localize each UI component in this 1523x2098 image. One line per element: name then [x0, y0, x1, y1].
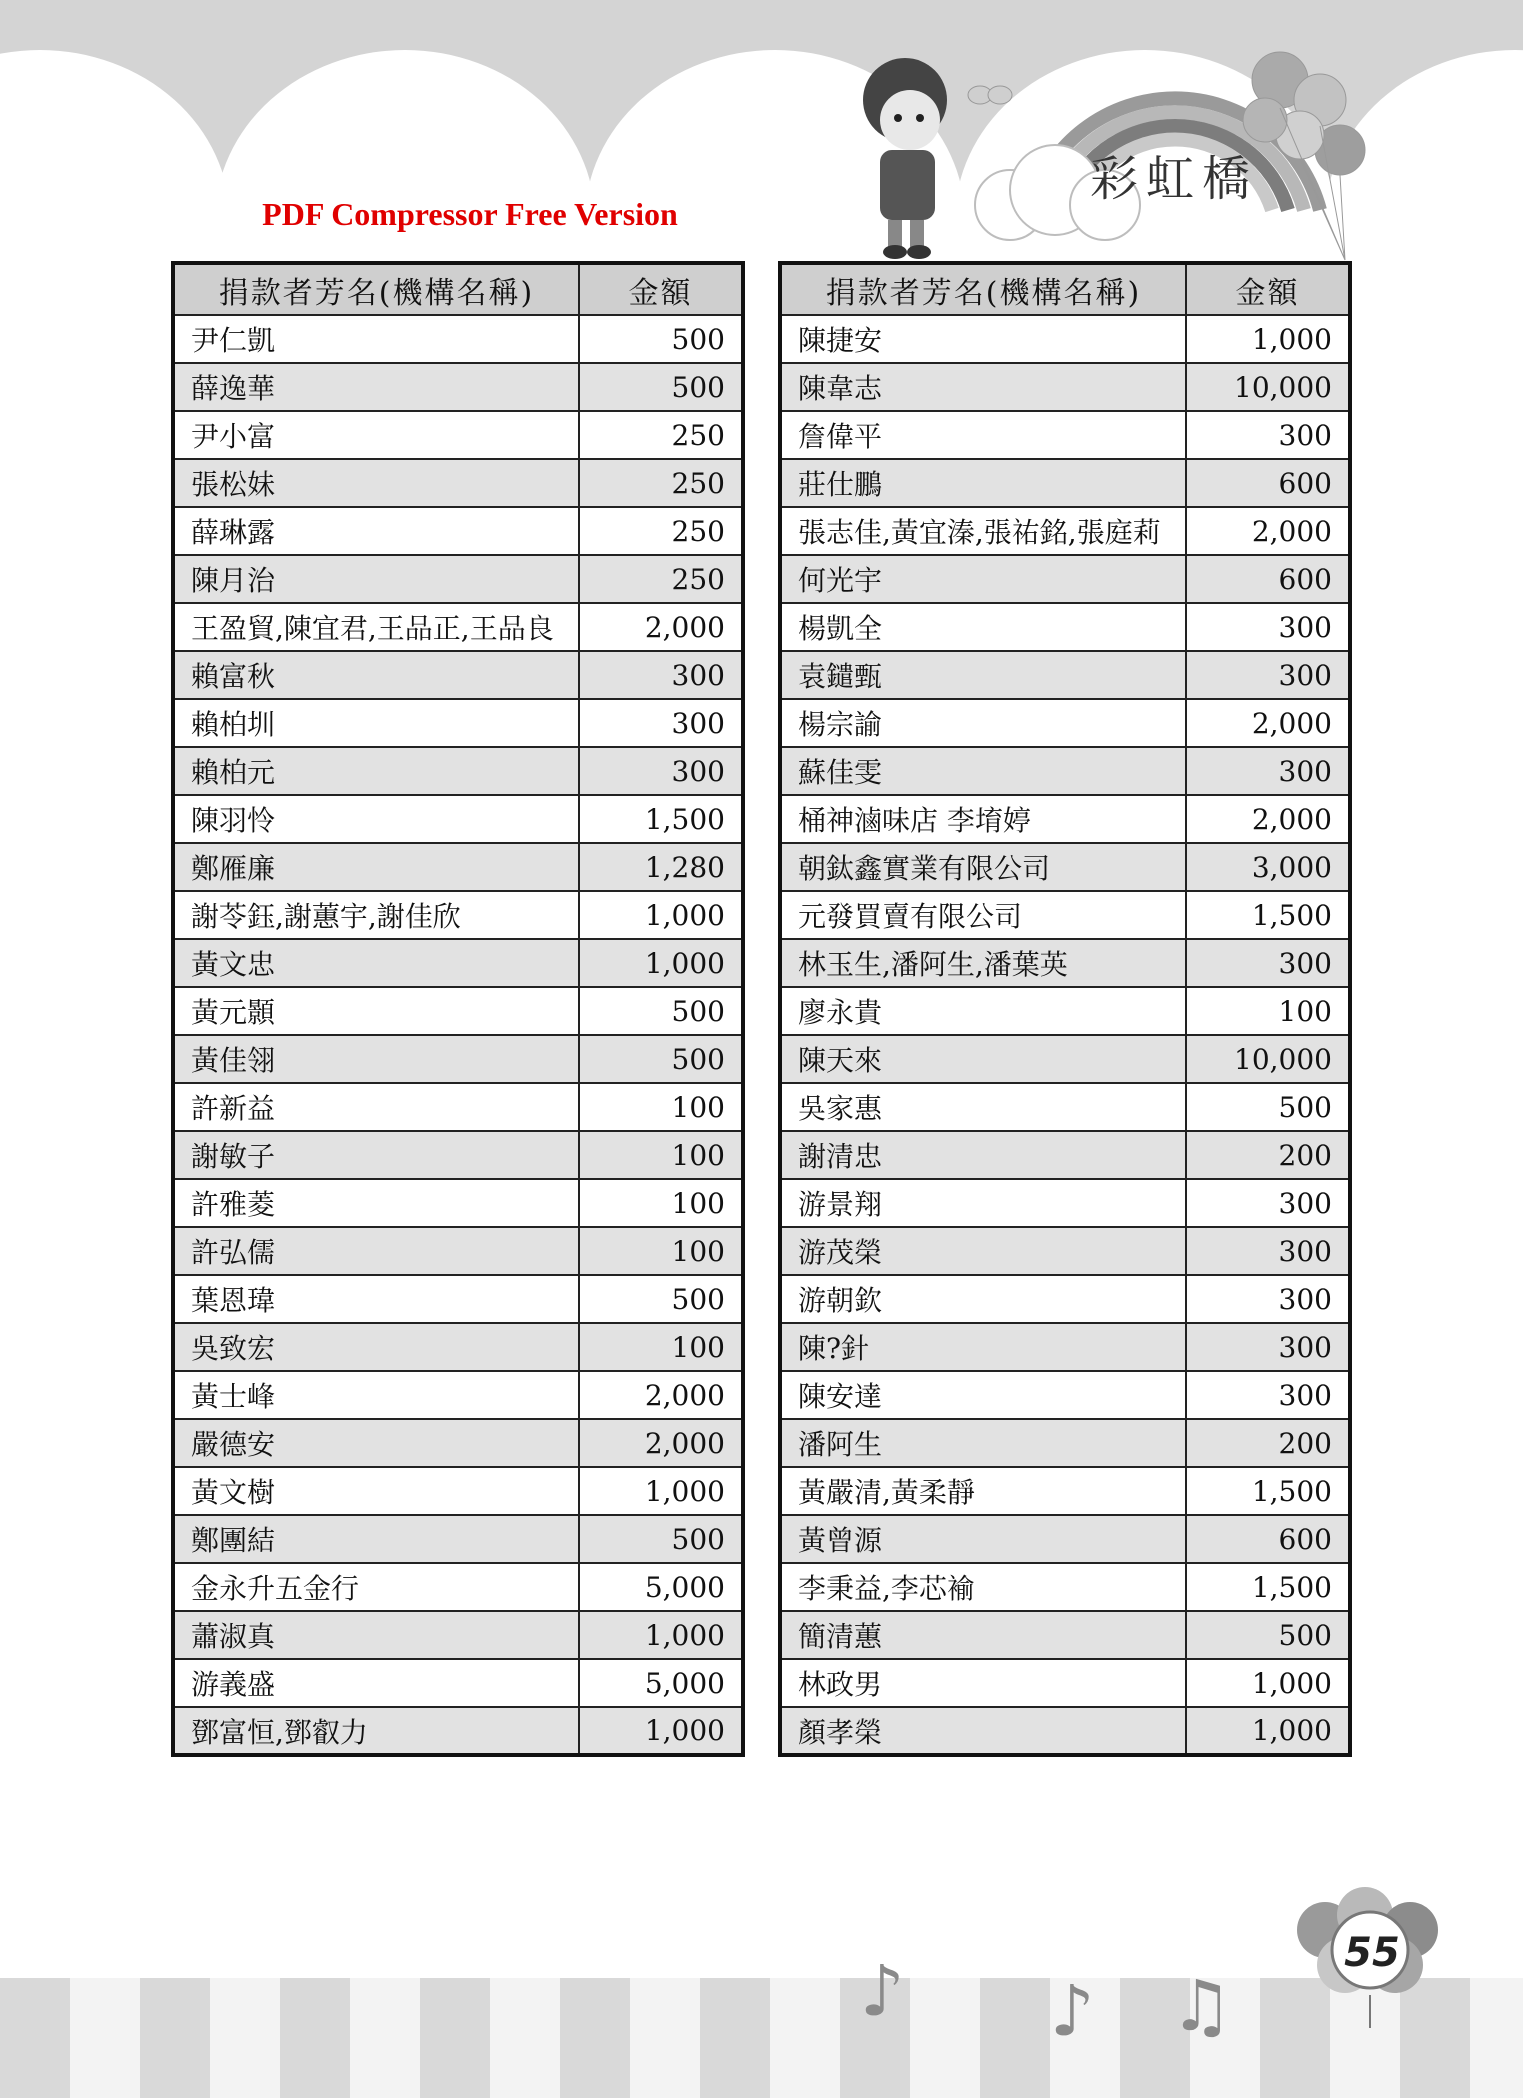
donor-name-cell: 黃文樹	[173, 1467, 579, 1515]
donor-name-cell: 黃文忠	[173, 939, 579, 987]
donor-name-cell: 謝清忠	[780, 1131, 1186, 1179]
donation-amount-cell: 1,000	[1186, 1707, 1350, 1755]
donor-name-cell: 張志佳,黃宜溱,張祐銘,張庭莉	[780, 507, 1186, 555]
donor-name-cell: 何光宇	[780, 555, 1186, 603]
donor-name-cell: 蘇佳雯	[780, 747, 1186, 795]
donation-amount-cell: 300	[579, 699, 743, 747]
donor-table-right	[778, 261, 1352, 1757]
donation-amount-cell: 500	[579, 363, 743, 411]
table-row	[173, 1467, 743, 1515]
donor-name-cell: 許弘儒	[173, 1227, 579, 1275]
donor-name-cell: 黃曾源	[780, 1515, 1186, 1563]
donation-amount-cell: 300	[1186, 1179, 1350, 1227]
donation-amount-cell: 100	[579, 1227, 743, 1275]
donor-name-cell: 廖永貴	[780, 987, 1186, 1035]
table-row	[173, 411, 743, 459]
table-row	[173, 1563, 743, 1611]
donation-amount-cell: 1,000	[579, 1467, 743, 1515]
donation-amount-cell: 250	[579, 507, 743, 555]
table-row	[780, 411, 1350, 459]
donation-amount-cell: 100	[579, 1323, 743, 1371]
donor-name-cell: 林玉生,潘阿生,潘葉英	[780, 939, 1186, 987]
donor-name-cell: 陳天來	[780, 1035, 1186, 1083]
donation-amount-cell: 3,000	[1186, 843, 1350, 891]
table-row	[780, 1611, 1350, 1659]
donor-name-cell: 黃嚴清,黃柔靜	[780, 1467, 1186, 1515]
table-row	[780, 1419, 1350, 1467]
donor-table-right-body	[780, 315, 1350, 1755]
table-row	[780, 1179, 1350, 1227]
donation-amount-cell: 2,000	[1186, 507, 1350, 555]
table-row	[780, 363, 1350, 411]
column-header-name: 捐款者芳名(機構名稱)	[173, 263, 579, 315]
donor-name-cell: 王盈貿,陳宜君,王品正,王品良	[173, 603, 579, 651]
donor-name-cell: 楊宗諭	[780, 699, 1186, 747]
table-row	[173, 1323, 743, 1371]
donation-amount-cell: 2,000	[579, 603, 743, 651]
table-row	[780, 1371, 1350, 1419]
donation-amount-cell: 1,500	[1186, 891, 1350, 939]
donor-name-cell: 陳月治	[173, 555, 579, 603]
table-row	[173, 1371, 743, 1419]
donor-table-left-body	[173, 315, 743, 1755]
donation-amount-cell: 1,500	[579, 795, 743, 843]
donation-amount-cell: 1,000	[1186, 1659, 1350, 1707]
donation-amount-cell: 1,500	[1186, 1563, 1350, 1611]
donor-name-cell: 金永升五金行	[173, 1563, 579, 1611]
donor-name-cell: 吳致宏	[173, 1323, 579, 1371]
table-row	[780, 507, 1350, 555]
donor-name-cell: 朝鈦鑫實業有限公司	[780, 843, 1186, 891]
table-row	[780, 1083, 1350, 1131]
donor-name-cell: 吳家惠	[780, 1083, 1186, 1131]
donor-name-cell: 陳羽怜	[173, 795, 579, 843]
donation-amount-cell: 5,000	[579, 1659, 743, 1707]
donor-table-left	[171, 261, 745, 1757]
donor-name-cell: 游義盛	[173, 1659, 579, 1707]
table-row	[173, 795, 743, 843]
table-row	[780, 1035, 1350, 1083]
donation-amount-cell: 300	[1186, 603, 1350, 651]
donation-amount-cell: 100	[1186, 987, 1350, 1035]
donor-name-cell: 賴柏圳	[173, 699, 579, 747]
donor-name-cell: 賴富秋	[173, 651, 579, 699]
table-row	[173, 891, 743, 939]
donor-name-cell: 簡清蕙	[780, 1611, 1186, 1659]
donation-amount-cell: 1,000	[579, 1707, 743, 1755]
donor-name-cell: 陳韋志	[780, 363, 1186, 411]
table-row	[780, 1131, 1350, 1179]
donation-amount-cell: 250	[579, 459, 743, 507]
table-row	[780, 795, 1350, 843]
donation-amount-cell: 10,000	[1186, 1035, 1350, 1083]
donor-name-cell: 游景翔	[780, 1179, 1186, 1227]
donation-amount-cell: 500	[579, 1275, 743, 1323]
table-row	[173, 843, 743, 891]
table-row	[173, 507, 743, 555]
donation-amount-cell: 600	[1186, 459, 1350, 507]
table-row	[173, 1515, 743, 1563]
butterfly-icon	[968, 86, 1012, 104]
donation-amount-cell: 300	[1186, 651, 1350, 699]
donation-amount-cell: 300	[579, 747, 743, 795]
donation-amount-cell: 250	[579, 555, 743, 603]
donation-amount-cell: 500	[1186, 1611, 1350, 1659]
table-row	[780, 843, 1350, 891]
column-header-amount: 金額	[1186, 263, 1350, 315]
donor-name-cell: 黃士峰	[173, 1371, 579, 1419]
donation-amount-cell: 1,000	[579, 1611, 743, 1659]
donor-name-cell: 林政男	[780, 1659, 1186, 1707]
table-row	[173, 459, 743, 507]
table-row	[173, 1035, 743, 1083]
table-row	[780, 555, 1350, 603]
donor-name-cell: 詹偉平	[780, 411, 1186, 459]
donation-amount-cell: 2,000	[1186, 795, 1350, 843]
table-row	[173, 363, 743, 411]
donation-amount-cell: 5,000	[579, 1563, 743, 1611]
table-row	[780, 1467, 1350, 1515]
donor-name-cell: 鄭團結	[173, 1515, 579, 1563]
table-row	[173, 747, 743, 795]
donation-amount-cell: 300	[1186, 747, 1350, 795]
table-row	[173, 1419, 743, 1467]
page-number: 55	[1344, 1930, 1400, 1976]
table-row	[173, 603, 743, 651]
donor-name-cell: 許雅菱	[173, 1179, 579, 1227]
table-row	[780, 1275, 1350, 1323]
donor-name-cell: 黃元顥	[173, 987, 579, 1035]
table-row	[173, 1227, 743, 1275]
table-row	[780, 1323, 1350, 1371]
donation-amount-cell: 1,500	[1186, 1467, 1350, 1515]
donation-amount-cell: 2,000	[579, 1371, 743, 1419]
table-row	[173, 1275, 743, 1323]
table-row	[780, 1227, 1350, 1275]
table-row	[780, 315, 1350, 363]
donor-name-cell: 蕭淑真	[173, 1611, 579, 1659]
donor-name-cell: 桶神滷味店 李堉婷	[780, 795, 1186, 843]
donation-amount-cell: 10,000	[1186, 363, 1350, 411]
donation-amount-cell: 300	[1186, 1371, 1350, 1419]
table-row	[173, 1179, 743, 1227]
donation-amount-cell: 300	[579, 651, 743, 699]
table-row	[173, 555, 743, 603]
table-row	[173, 315, 743, 363]
donor-name-cell: 尹仁凱	[173, 315, 579, 363]
donation-amount-cell: 100	[579, 1083, 743, 1131]
donation-amount-cell: 300	[1186, 1323, 1350, 1371]
music-note-icon: ♪	[860, 1950, 905, 2032]
music-note-icon: ♪	[1050, 1970, 1095, 2052]
table-row	[173, 1611, 743, 1659]
donor-name-cell: 黃佳翎	[173, 1035, 579, 1083]
donor-name-cell: 莊仕鵬	[780, 459, 1186, 507]
donation-amount-cell: 1,000	[579, 891, 743, 939]
table-row	[780, 1515, 1350, 1563]
table-row	[173, 1659, 743, 1707]
donor-name-cell: 顏孝榮	[780, 1707, 1186, 1755]
donor-name-cell: 薛琳露	[173, 507, 579, 555]
donor-name-cell: 謝敏子	[173, 1131, 579, 1179]
donor-name-cell: 陳捷安	[780, 315, 1186, 363]
donation-amount-cell: 1,000	[1186, 315, 1350, 363]
donation-amount-cell: 600	[1186, 555, 1350, 603]
donor-name-cell: 袁鑓甄	[780, 651, 1186, 699]
table-row	[173, 987, 743, 1035]
table-row	[780, 1563, 1350, 1611]
column-header-amount: 金額	[579, 263, 743, 315]
table-row	[780, 939, 1350, 987]
donation-amount-cell: 100	[579, 1131, 743, 1179]
donation-amount-cell: 500	[579, 1035, 743, 1083]
donor-name-cell: 許新益	[173, 1083, 579, 1131]
donor-name-cell: 嚴德安	[173, 1419, 579, 1467]
table-row	[780, 987, 1350, 1035]
table-row	[780, 891, 1350, 939]
donor-name-cell: 葉恩瑋	[173, 1275, 579, 1323]
donor-name-cell: 賴柏元	[173, 747, 579, 795]
table-row	[173, 1131, 743, 1179]
donation-amount-cell: 200	[1186, 1419, 1350, 1467]
donor-name-cell: 薛逸華	[173, 363, 579, 411]
donor-name-cell: 楊凱全	[780, 603, 1186, 651]
donation-amount-cell: 100	[579, 1179, 743, 1227]
donor-name-cell: 李秉益,李芯褕	[780, 1563, 1186, 1611]
donor-name-cell: 潘阿生	[780, 1419, 1186, 1467]
donation-amount-cell: 300	[1186, 411, 1350, 459]
table-row	[780, 747, 1350, 795]
donation-amount-cell: 200	[1186, 1131, 1350, 1179]
donation-amount-cell: 2,000	[579, 1419, 743, 1467]
donation-amount-cell: 300	[1186, 1227, 1350, 1275]
table-row	[780, 603, 1350, 651]
donor-name-cell: 游朝欽	[780, 1275, 1186, 1323]
donation-amount-cell: 600	[1186, 1515, 1350, 1563]
table-row	[173, 939, 743, 987]
donor-name-cell: 張松妹	[173, 459, 579, 507]
donation-amount-cell: 500	[579, 315, 743, 363]
donation-amount-cell: 250	[579, 411, 743, 459]
donor-name-cell: 謝苓鈺,謝蕙宇,謝佳欣	[173, 891, 579, 939]
table-row	[173, 1083, 743, 1131]
donor-name-cell: 元發買賣有限公司	[780, 891, 1186, 939]
table-header-row	[173, 263, 743, 315]
donor-name-cell: 陳安達	[780, 1371, 1186, 1419]
table-row	[780, 1707, 1350, 1755]
donation-amount-cell: 1,000	[579, 939, 743, 987]
table-row	[780, 459, 1350, 507]
donation-amount-cell: 1,280	[579, 843, 743, 891]
donor-name-cell: 游茂榮	[780, 1227, 1186, 1275]
donor-name-cell: 鄧富恒,鄧叡力	[173, 1707, 579, 1755]
table-header-row	[780, 263, 1350, 315]
donation-amount-cell: 500	[579, 987, 743, 1035]
column-header-name: 捐款者芳名(機構名稱)	[780, 263, 1186, 315]
donation-amount-cell: 500	[579, 1515, 743, 1563]
music-notes-icon: ♫	[1170, 1965, 1233, 2047]
donation-amount-cell: 300	[1186, 1275, 1350, 1323]
donor-name-cell: 尹小富	[173, 411, 579, 459]
table-row	[173, 699, 743, 747]
table-row	[780, 1659, 1350, 1707]
table-row	[780, 651, 1350, 699]
donation-amount-cell: 500	[1186, 1083, 1350, 1131]
donation-amount-cell: 2,000	[1186, 699, 1350, 747]
table-row	[173, 651, 743, 699]
donor-name-cell: 鄭雁廉	[173, 843, 579, 891]
table-row	[780, 699, 1350, 747]
table-row	[173, 1707, 743, 1755]
watermark-text: PDF Compressor Free Version	[262, 196, 678, 232]
header-title: 彩虹橋	[1090, 151, 1259, 207]
donor-name-cell: 陳?針	[780, 1323, 1186, 1371]
donation-amount-cell: 300	[1186, 939, 1350, 987]
